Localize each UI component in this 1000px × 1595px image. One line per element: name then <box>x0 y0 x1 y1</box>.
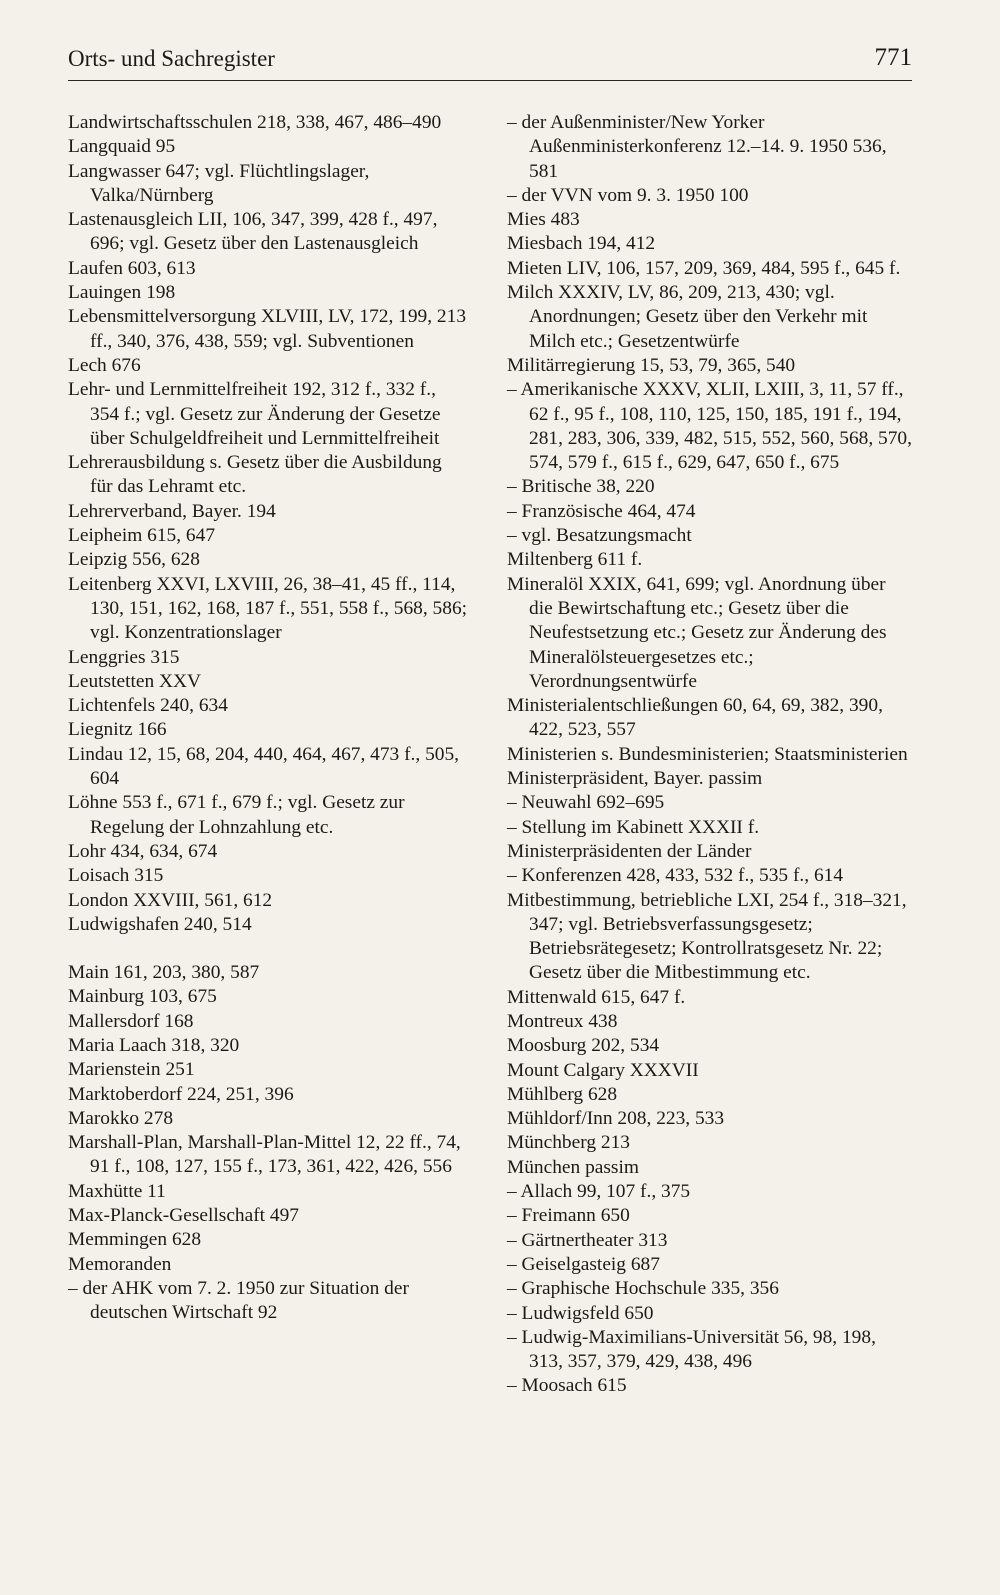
index-entry: Lehrerverband, Bayer. 194 <box>68 500 276 522</box>
index-entry: Ministerien s. Bundesministerien; Staatsministerien <box>507 743 908 765</box>
index-entry: Loisach 315 <box>68 865 164 887</box>
index-entry: Mount Calgary XXXVII <box>507 1059 699 1081</box>
index-entry: Ministerialentschließungen 60, 64, 69, 382, 390, 422, 523, 557 <box>507 695 883 741</box>
index-entry: Lech 676 <box>68 354 141 376</box>
index-entry: Maxhütte 11 <box>68 1180 166 1202</box>
index-entry: Leitenberg XXVI, LXVIII, 26, 38–41, 45 ff., 114, 130, 151, 162, 168, 187 f., 551, 558 f., 568, 586; vgl. Konzentrationslager <box>68 573 468 644</box>
index-entry: – Moosach 615 <box>507 1375 627 1397</box>
index-entry: Marshall-Plan, Marshall-Plan-Mittel 12, 22 ff., 74, 91 f., 108, 127, 155 f., 173, 361, 422, 426, 556 <box>68 1132 461 1178</box>
index-entry: Liegnitz 166 <box>68 719 167 741</box>
index-entry: London XXVIII, 561, 612 <box>68 889 273 911</box>
running-title: Orts- und Sachregister <box>68 46 275 71</box>
index-entry: – Neuwahl 692–695 <box>507 792 665 814</box>
index-entry: Marktoberdorf 224, 251, 396 <box>68 1083 294 1105</box>
index-entry: – Britische 38, 220 <box>507 476 655 498</box>
index-entry: Moosburg 202, 534 <box>507 1035 660 1057</box>
index-entry: – Stellung im Kabinett XXXII f. <box>507 816 760 838</box>
index-entry: Ministerpräsident, Bayer. passim <box>507 768 763 790</box>
index-entry: München passim <box>507 1156 639 1178</box>
index-entry: Mineralöl XXIX, 641, 699; vgl. Anordnung über die Bewirtschaftung etc.; Gesetz über die Neufestsetzung etc.; Gesetz zur Änderung des Mineralölsteuergesetzes etc.; Verordnungsentwürfe <box>507 573 887 692</box>
index-entry: Lenggries 315 <box>68 646 180 668</box>
index-entry: Mühlberg 628 <box>507 1083 618 1105</box>
index-entry: Leipheim 615, 647 <box>68 525 216 547</box>
index-entry: – Französische 464, 474 <box>507 500 696 522</box>
index-entry: Landwirtschaftsschulen 218, 338, 467, 486–490 <box>68 112 442 133</box>
index-entry: Miltenberg 611 f. <box>507 549 643 571</box>
index-entry: – vgl. Besatzungsmacht <box>507 525 692 547</box>
index-entry: Lichtenfels 240, 634 <box>68 695 228 717</box>
page-header <box>68 40 912 81</box>
index-column-left <box>68 111 468 1326</box>
index-entry: Leipzig 556, 628 <box>68 549 200 571</box>
index-entry: Leutstetten XXV <box>68 670 202 692</box>
index-entry: Mieten LIV, 106, 157, 209, 369, 484, 595 f., 645 f. <box>507 257 901 279</box>
index-entry: – Ludwig-Maximilians-Universität 56, 98, 198, 313, 357, 379, 429, 438, 496 <box>507 1326 876 1373</box>
index-entry: Langquaid 95 <box>68 136 176 158</box>
index-entry: Ludwigshafen 240, 514 <box>68 913 252 935</box>
index-entry: Lehrerausbildung s. Gesetz über die Ausbildung für das Lehramt etc. <box>68 452 442 498</box>
index-entry: – Amerikanische XXXV, XLII, LXIII, 3, 11, 57 ff., 62 f., 95 f., 108, 110, 125, 150, 185, 191 f., 194, 281, 283, 306, 339, 482, 515, 552, 560, 568, 570, 574, 579 f., 615 f., 629, 647, 650 f., 675 <box>507 379 912 474</box>
index-entry: – Ludwigsfeld 650 <box>507 1302 654 1324</box>
index-entry: Mitbestimmung, betriebliche LXI, 254 f., 318–321, 347; vgl. Betriebsverfassungsgesetz; Betriebsrätegesetz; Kontrollratsgesetz Nr. 22; Gesetz über die Mitbestimmung etc. <box>507 889 907 984</box>
index-entry: Memoranden <box>68 1253 172 1275</box>
index-entry: – der VVN vom 9. 3. 1950 100 <box>507 184 749 206</box>
index-entry: Maria Laach 318, 320 <box>68 1034 240 1056</box>
index-entry: – der Außenminister/New Yorker Außenministerkonferenz 12.–14. 9. 1950 536, 581 <box>507 112 887 182</box>
index-entry: – Gärtnertheater 313 <box>507 1229 668 1251</box>
index-entry: Löhne 553 f., 671 f., 679 f.; vgl. Gesetz zur Regelung der Lohnzahlung etc. <box>68 792 405 838</box>
index-entry: Ministerpräsidenten der Länder <box>507 840 752 862</box>
letter-section-gap <box>68 937 468 961</box>
index-entry: – Graphische Hochschule 335, 356 <box>507 1278 779 1300</box>
index-entry: Lastenausgleich LII, 106, 347, 399, 428 f., 497, 696; vgl. Gesetz über den Lastenausgleich <box>68 209 438 255</box>
index-entry: Münchberg 213 <box>507 1132 630 1154</box>
index-entry: Lauingen 198 <box>68 282 176 304</box>
index-entry: – Konferenzen 428, 433, 532 f., 535 f., 614 <box>507 865 844 887</box>
index-entry: Milch XXXIV, LV, 86, 209, 213, 430; vgl. Anordnungen; Gesetz über den Verkehr mit Milch etc.; Gesetzentwürfe <box>507 282 868 352</box>
index-entry: Montreux 438 <box>507 1010 618 1032</box>
index-entry: Militärregierung 15, 53, 79, 365, 540 <box>507 354 796 376</box>
index-entry: Mühldorf/Inn 208, 223, 533 <box>507 1108 725 1130</box>
index-entry: Main 161, 203, 380, 587 <box>68 962 260 984</box>
index-entry: Mainburg 103, 675 <box>68 986 217 1008</box>
index-entry: Marienstein 251 <box>68 1059 195 1081</box>
index-entry: – der AHK vom 7. 2. 1950 zur Situation der deutschen Wirtschaft 92 <box>68 1277 409 1324</box>
index-entry: Lebensmittelversorgung XLVIII, LV, 172, 199, 213 ff., 340, 376, 438, 559; vgl. Subventionen <box>68 306 467 352</box>
index-column-right <box>507 111 912 1399</box>
index-entry: Mallersdorf 168 <box>68 1010 194 1032</box>
page-number: 771 <box>874 44 912 71</box>
index-entry: – Freimann 650 <box>507 1205 630 1227</box>
index-entry: – Geiselgasteig 687 <box>507 1253 660 1275</box>
index-entry: Lindau 12, 15, 68, 204, 440, 464, 467, 473 f., 505, 604 <box>68 743 460 790</box>
index-entry: – Allach 99, 107 f., 375 <box>507 1181 691 1203</box>
index-entry: Mittenwald 615, 647 f. <box>507 986 686 1008</box>
index-entry: Lehr- und Lernmittelfreiheit 192, 312 f., 332 f., 354 f.; vgl. Gesetz zur Änderung der Gesetze über Schulgeldfreiheit und Lernmittelfreiheit <box>68 379 441 449</box>
index-entry: Max-Planck-Gesellschaft 497 <box>68 1205 300 1227</box>
index-entry: Marokko 278 <box>68 1107 174 1129</box>
index-entry: Mies 483 <box>507 209 580 231</box>
index-entry: Langwasser 647; vgl. Flüchtlingslager, Valka/Nürnberg <box>68 160 370 206</box>
index-entry: Laufen 603, 613 <box>68 257 196 279</box>
index-entry: Memmingen 628 <box>68 1229 202 1251</box>
index-entry: Miesbach 194, 412 <box>507 233 656 255</box>
index-entry: Lohr 434, 634, 674 <box>68 840 218 862</box>
